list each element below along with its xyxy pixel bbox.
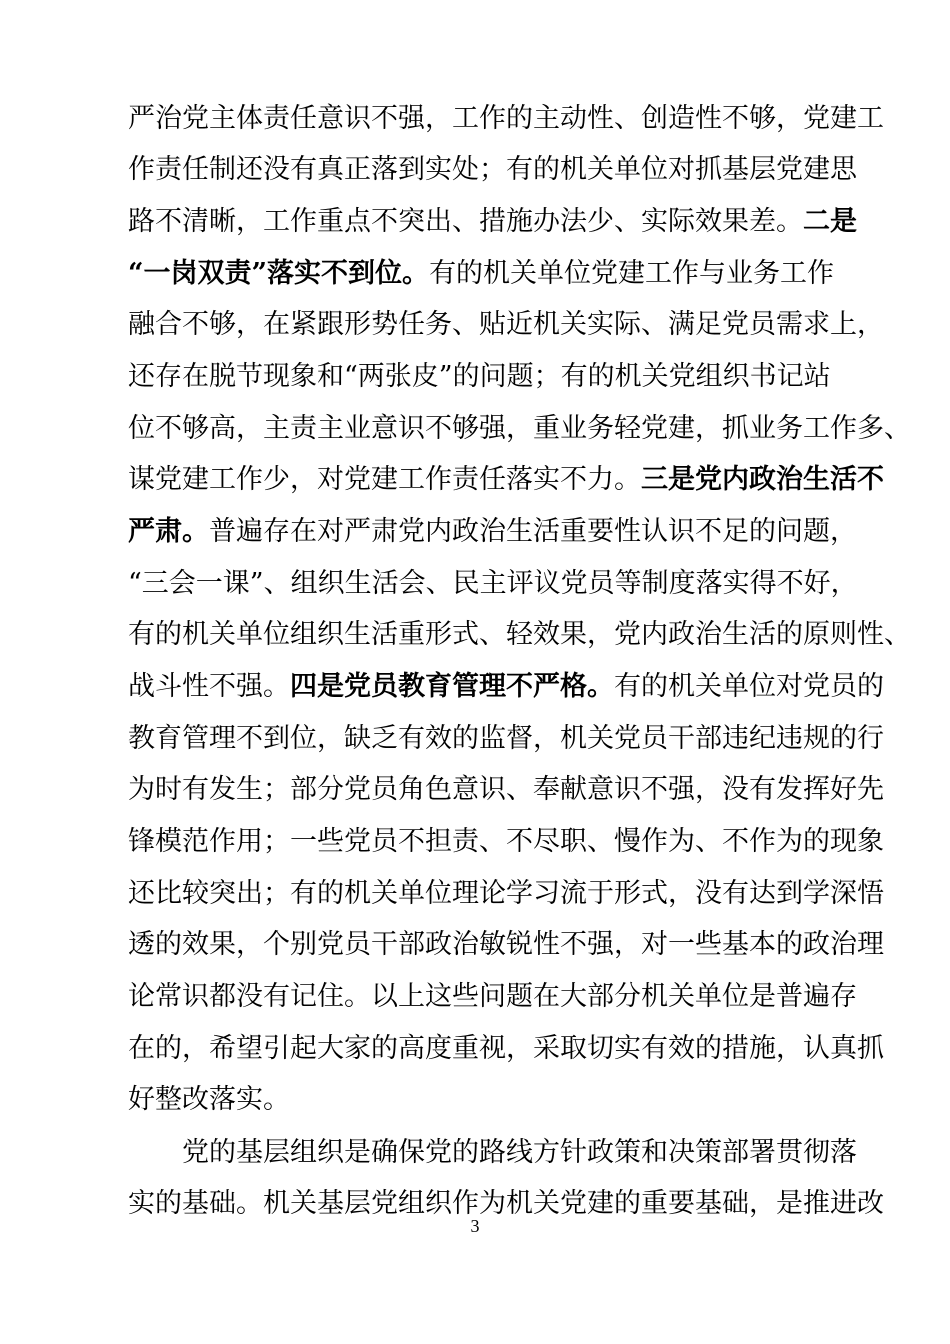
text-line (128, 923, 884, 967)
text-line (128, 562, 858, 606)
text-line (128, 407, 911, 451)
text-line (128, 1078, 828, 1122)
text-segment: 有的机关单位党建工作与业务工作 (429, 258, 835, 289)
text-line (128, 872, 884, 916)
text-line (128, 613, 911, 657)
page-number: 3 (470, 1216, 480, 1236)
text-line (128, 510, 857, 554)
text-line (128, 148, 857, 192)
text-segment: 论常识都没有记住。以上这些问题在大部分机关单位是普遍存 (128, 981, 857, 1012)
text-line (128, 1027, 884, 1071)
text-segment: 作责任制还没有真正落到实处；有的机关单位对抓基层党建思 (128, 154, 857, 185)
bold-text-segment: 二是 (803, 206, 857, 237)
bold-text-segment: 严肃。 (128, 516, 209, 547)
text-segment: 战斗性不强。 (128, 671, 290, 702)
text-segment: 透的效果，个别党员干部政治敏锐性不强，对一些基本的政治理 (128, 929, 884, 960)
text-line (128, 252, 835, 296)
text-segment: 谋党建工作少，对党建工作责任落实不力。 (128, 464, 641, 495)
text-line (128, 717, 884, 761)
text-line (128, 820, 884, 864)
text-line (128, 97, 884, 141)
text-line (128, 200, 857, 244)
text-segment: 普遍存在对严肃党内政治生活重要性认识不足的问题， (209, 516, 857, 547)
bold-text-segment: “一岗双责”落实不到位。 (128, 258, 430, 289)
text-line (182, 1131, 857, 1175)
bold-text-segment: 三是党内政治生活不 (641, 464, 884, 495)
text-line (128, 303, 884, 347)
text-segment: 还比较突出；有的机关单位理论学习流于形式，没有达到学深悟 (128, 878, 884, 909)
text-line (128, 665, 884, 709)
text-segment: 路不清晰，工作重点不突出、措施办法少、实际效果差。 (128, 206, 803, 237)
text-segment: 锋模范作用；一些党员不担责、不尽职、慢作为、不作为的现象 (128, 826, 884, 857)
text-segment: “三会一课”、组织生活会、民主评议党员等制度落实得不好， (128, 568, 858, 599)
text-segment: 融合不够，在紧跟形势任务、贴近机关实际、满足党员需求上， (128, 309, 884, 340)
text-line (128, 975, 857, 1019)
text-segment: 位不够高，主责主业意识不够强，重业务轻党建，抓业务工作多、 (128, 413, 911, 444)
text-segment: 为时有发生；部分党员角色意识、奉献意识不强，没有发挥好先 (128, 774, 884, 805)
text-segment: 好整改落实。 (128, 1084, 290, 1115)
text-segment: 教育管理不到位，缺乏有效的监督，机关党员干部违纪违规的行 (128, 723, 884, 754)
text-segment: 实的基础。机关基层党组织作为机关党建的重要基础，是推进改 (128, 1188, 884, 1219)
text-segment: 在的，希望引起大家的高度重视，采取切实有效的措施，认真抓 (128, 1033, 884, 1064)
text-segment: 党的基层组织是确保党的路线方针政策和决策部署贯彻落 (182, 1137, 857, 1168)
text-line (128, 768, 884, 812)
text-line (128, 458, 884, 502)
bold-text-segment: 四是党员教育管理不严格。 (290, 671, 614, 702)
text-line (128, 355, 831, 399)
text-segment: 严治党主体责任意识不强，工作的主动性、创造性不够，党建工 (128, 103, 884, 134)
text-segment: 有的机关单位对党员的 (614, 671, 884, 702)
text-segment: 有的机关单位组织生活重形式、轻效果，党内政治生活的原则性、 (128, 619, 911, 650)
text-segment: 还存在脱节现象和“两张皮”的问题；有的机关党组织书记站 (128, 361, 831, 392)
